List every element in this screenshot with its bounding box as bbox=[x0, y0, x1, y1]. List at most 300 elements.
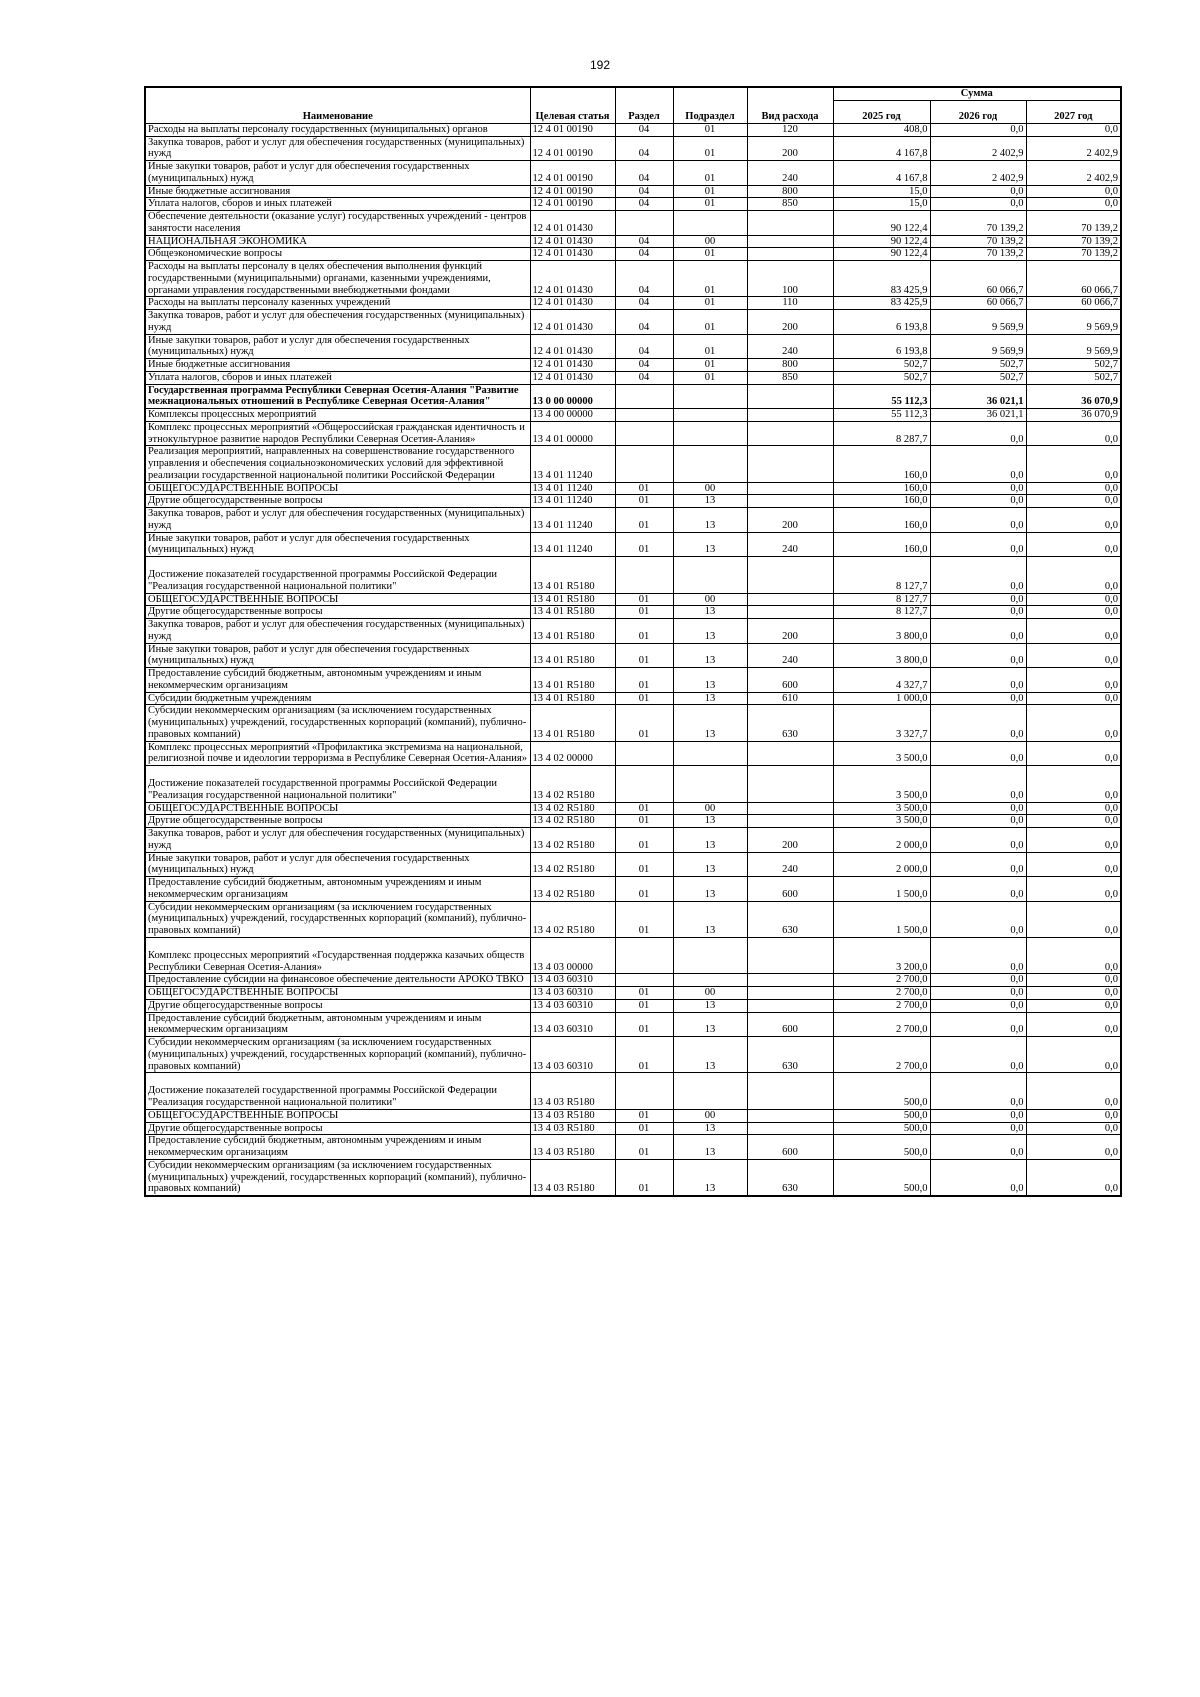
row-sum-2025: 160,0 bbox=[833, 482, 930, 495]
row-subsection: 13 bbox=[673, 692, 747, 705]
row-sum-2027: 0,0 bbox=[1026, 741, 1121, 766]
row-expense-type: 240 bbox=[747, 532, 833, 557]
table-row bbox=[145, 1012, 1121, 1037]
row-section bbox=[615, 421, 673, 446]
row-sum-2027: 0,0 bbox=[1026, 495, 1121, 508]
row-name: Другие общегосударственные вопросы bbox=[145, 815, 530, 828]
row-name: ОБЩЕГОСУДАРСТВЕННЫЕ ВОПРОСЫ bbox=[145, 987, 530, 1000]
row-subsection: 00 bbox=[673, 482, 747, 495]
row-subsection bbox=[673, 1073, 747, 1110]
row-section: 01 bbox=[615, 1037, 673, 1073]
row-subsection: 13 bbox=[673, 668, 747, 693]
budget-table bbox=[144, 86, 1122, 1197]
table-row bbox=[145, 766, 1121, 803]
row-expense-type: 240 bbox=[747, 643, 833, 668]
row-subsection: 13 bbox=[673, 643, 747, 668]
row-sum-2025: 500,0 bbox=[833, 1109, 930, 1122]
row-expense-type: 850 bbox=[747, 198, 833, 211]
row-section: 01 bbox=[615, 987, 673, 1000]
row-sum-2027: 0,0 bbox=[1026, 185, 1121, 198]
row-target-code: 13 4 01 R5180 bbox=[530, 692, 615, 705]
row-sum-2025: 3 200,0 bbox=[833, 937, 930, 974]
row-sum-2027: 0,0 bbox=[1026, 593, 1121, 606]
row-name: Достижение показателей государственной программы Российской Федерации "Реализация государственной национальной политики" bbox=[145, 766, 530, 803]
row-name: Уплата налогов, сборов и иных платежей bbox=[145, 371, 530, 384]
row-name: Субсидии некоммерческим организациям (за исключением государственных (муниципальных) учреждений, государственных корпораций (компаний), публично-правовых компаний) bbox=[145, 1159, 530, 1196]
row-target-code: 12 4 01 01430 bbox=[530, 261, 615, 297]
row-expense-type bbox=[747, 815, 833, 828]
table-row bbox=[145, 705, 1121, 741]
table-row bbox=[145, 297, 1121, 310]
row-sum-2026: 36 021,1 bbox=[930, 384, 1026, 409]
table-row bbox=[145, 409, 1121, 422]
row-subsection: 13 bbox=[673, 852, 747, 877]
row-name: Субсидии некоммерческим организациям (за исключением государственных (муниципальных) учреждений, государственных корпораций (компаний), публично-правовых компаний) bbox=[145, 901, 530, 937]
row-name: Иные закупки товаров, работ и услуг для обеспечения государственных (муниципальных) нужд bbox=[145, 334, 530, 359]
row-section: 01 bbox=[615, 619, 673, 644]
row-sum-2027: 0,0 bbox=[1026, 482, 1121, 495]
row-name: Комплекс процессных мероприятий «Общероссийская гражданская идентичность и этнокультурное развитие народов Республики Северная Осетия-Алания» bbox=[145, 421, 530, 446]
table-row bbox=[145, 482, 1121, 495]
row-section: 01 bbox=[615, 1135, 673, 1160]
row-expense-type bbox=[747, 593, 833, 606]
row-subsection bbox=[673, 766, 747, 803]
row-sum-2027: 0,0 bbox=[1026, 619, 1121, 644]
row-target-code: 13 4 03 60310 bbox=[530, 974, 615, 987]
row-sum-2027: 502,7 bbox=[1026, 359, 1121, 372]
row-sum-2026: 70 139,2 bbox=[930, 235, 1026, 248]
row-sum-2027: 0,0 bbox=[1026, 1012, 1121, 1037]
table-row bbox=[145, 643, 1121, 668]
row-section: 04 bbox=[615, 185, 673, 198]
table-row bbox=[145, 384, 1121, 409]
row-sum-2027: 70 139,2 bbox=[1026, 235, 1121, 248]
table-row bbox=[145, 185, 1121, 198]
row-target-code: 12 4 01 01430 bbox=[530, 248, 615, 261]
table-row bbox=[145, 235, 1121, 248]
row-subsection: 01 bbox=[673, 161, 747, 186]
row-sum-2027: 2 402,9 bbox=[1026, 161, 1121, 186]
row-target-code: 13 4 01 R5180 bbox=[530, 668, 615, 693]
row-subsection: 01 bbox=[673, 359, 747, 372]
table-row bbox=[145, 901, 1121, 937]
row-target-code: 13 4 01 R5180 bbox=[530, 619, 615, 644]
row-target-code: 13 4 02 R5180 bbox=[530, 766, 615, 803]
row-name: Закупка товаров, работ и услуг для обеспечения государственных (муниципальных) нужд bbox=[145, 310, 530, 335]
row-sum-2026: 0,0 bbox=[930, 815, 1026, 828]
row-sum-2027: 0,0 bbox=[1026, 446, 1121, 482]
row-sum-2027: 0,0 bbox=[1026, 937, 1121, 974]
row-sum-2026: 9 569,9 bbox=[930, 310, 1026, 335]
row-name: ОБЩЕГОСУДАРСТВЕННЫЕ ВОПРОСЫ bbox=[145, 482, 530, 495]
table-row bbox=[145, 987, 1121, 1000]
row-expense-type bbox=[747, 211, 833, 236]
row-sum-2026: 0,0 bbox=[930, 482, 1026, 495]
row-section: 01 bbox=[615, 1109, 673, 1122]
row-sum-2025: 83 425,9 bbox=[833, 261, 930, 297]
row-name: Закупка товаров, работ и услуг для обеспечения государственных (муниципальных) нужд bbox=[145, 828, 530, 853]
row-expense-type bbox=[747, 766, 833, 803]
header-2026: 2026 год bbox=[930, 100, 1026, 123]
row-name: Предоставление субсидий бюджетным, автономным учреждениям и иным некоммерческим организациям bbox=[145, 877, 530, 902]
row-section: 01 bbox=[615, 508, 673, 533]
row-sum-2026: 502,7 bbox=[930, 359, 1026, 372]
row-name: Комплекс процессных мероприятий «Государственная поддержка казачьих обществ Республики Северная Осетия-Алания» bbox=[145, 937, 530, 974]
row-target-code: 12 4 01 00190 bbox=[530, 136, 615, 161]
row-sum-2027: 0,0 bbox=[1026, 901, 1121, 937]
row-name: Предоставление субсидий бюджетным, автономным учреждениям и иным некоммерческим организациям bbox=[145, 1012, 530, 1037]
row-sum-2025: 6 193,8 bbox=[833, 310, 930, 335]
row-sum-2026: 0,0 bbox=[930, 593, 1026, 606]
row-sum-2026: 36 021,1 bbox=[930, 409, 1026, 422]
header-sum: Сумма bbox=[833, 87, 1121, 100]
row-name: Расходы на выплаты персоналу казенных учреждений bbox=[145, 297, 530, 310]
row-sum-2026: 0,0 bbox=[930, 692, 1026, 705]
row-expense-type bbox=[747, 802, 833, 815]
row-sum-2027: 0,0 bbox=[1026, 828, 1121, 853]
row-expense-type bbox=[747, 999, 833, 1012]
row-sum-2025: 500,0 bbox=[833, 1159, 930, 1196]
row-sum-2026: 0,0 bbox=[930, 198, 1026, 211]
row-sum-2026: 0,0 bbox=[930, 1012, 1026, 1037]
table-row bbox=[145, 999, 1121, 1012]
row-sum-2027: 502,7 bbox=[1026, 371, 1121, 384]
table-row bbox=[145, 123, 1121, 136]
row-sum-2027: 0,0 bbox=[1026, 1135, 1121, 1160]
table-row bbox=[145, 1135, 1121, 1160]
row-sum-2027: 0,0 bbox=[1026, 198, 1121, 211]
row-subsection bbox=[673, 384, 747, 409]
header-name: Наименование bbox=[145, 87, 530, 123]
row-sum-2025: 3 327,7 bbox=[833, 705, 930, 741]
row-sum-2026: 2 402,9 bbox=[930, 136, 1026, 161]
row-section: 04 bbox=[615, 359, 673, 372]
row-sum-2026: 0,0 bbox=[930, 557, 1026, 594]
row-name: Субсидии некоммерческим организациям (за исключением государственных (муниципальных) учреждений, государственных корпораций (компаний), публично-правовых компаний) bbox=[145, 705, 530, 741]
row-name: Другие общегосударственные вопросы bbox=[145, 606, 530, 619]
row-expense-type bbox=[747, 495, 833, 508]
row-sum-2027: 36 070,9 bbox=[1026, 409, 1121, 422]
row-sum-2026: 0,0 bbox=[930, 987, 1026, 1000]
row-section: 01 bbox=[615, 495, 673, 508]
row-sum-2027: 0,0 bbox=[1026, 1073, 1121, 1110]
row-subsection: 13 bbox=[673, 1135, 747, 1160]
row-sum-2026: 0,0 bbox=[930, 1159, 1026, 1196]
row-target-code: 13 4 03 R5180 bbox=[530, 1073, 615, 1110]
row-sum-2027: 60 066,7 bbox=[1026, 297, 1121, 310]
row-sum-2027: 60 066,7 bbox=[1026, 261, 1121, 297]
row-subsection: 01 bbox=[673, 297, 747, 310]
row-target-code: 12 4 01 01430 bbox=[530, 235, 615, 248]
table-row bbox=[145, 310, 1121, 335]
row-section: 01 bbox=[615, 828, 673, 853]
row-target-code: 13 4 02 R5180 bbox=[530, 802, 615, 815]
row-target-code: 13 0 00 00000 bbox=[530, 384, 615, 409]
header-expense-type: Вид расхода bbox=[747, 87, 833, 123]
row-sum-2025: 160,0 bbox=[833, 495, 930, 508]
row-subsection: 00 bbox=[673, 802, 747, 815]
row-subsection bbox=[673, 741, 747, 766]
row-subsection bbox=[673, 421, 747, 446]
row-name: НАЦИОНАЛЬНАЯ ЭКОНОМИКА bbox=[145, 235, 530, 248]
row-name: Предоставление субсидий бюджетным, автономным учреждениям и иным некоммерческим организациям bbox=[145, 1135, 530, 1160]
row-section: 04 bbox=[615, 310, 673, 335]
row-section: 04 bbox=[615, 235, 673, 248]
row-subsection: 13 bbox=[673, 606, 747, 619]
row-section bbox=[615, 211, 673, 236]
table-row bbox=[145, 1122, 1121, 1135]
table-row bbox=[145, 359, 1121, 372]
row-target-code: 12 4 01 01430 bbox=[530, 310, 615, 335]
row-name: Предоставление субсидии на финансовое обеспечение деятельности АРОКО ТВКО bbox=[145, 974, 530, 987]
row-target-code: 13 4 02 R5180 bbox=[530, 852, 615, 877]
row-subsection: 01 bbox=[673, 261, 747, 297]
row-name: Государственная программа Республики Северная Осетия-Алания "Развитие межнациональных отношений в Республике Северная Осетия-Алания" bbox=[145, 384, 530, 409]
row-sum-2025: 2 000,0 bbox=[833, 852, 930, 877]
row-expense-type: 600 bbox=[747, 1012, 833, 1037]
table-row bbox=[145, 508, 1121, 533]
header-section: Раздел bbox=[615, 87, 673, 123]
row-expense-type: 200 bbox=[747, 310, 833, 335]
row-section bbox=[615, 937, 673, 974]
row-sum-2026: 0,0 bbox=[930, 937, 1026, 974]
row-name: ОБЩЕГОСУДАРСТВЕННЫЕ ВОПРОСЫ bbox=[145, 802, 530, 815]
row-sum-2025: 3 500,0 bbox=[833, 815, 930, 828]
row-expense-type: 120 bbox=[747, 123, 833, 136]
row-expense-type bbox=[747, 1109, 833, 1122]
table-row bbox=[145, 974, 1121, 987]
row-sum-2025: 90 122,4 bbox=[833, 248, 930, 261]
row-sum-2027: 0,0 bbox=[1026, 766, 1121, 803]
row-target-code: 13 4 01 R5180 bbox=[530, 557, 615, 594]
row-expense-type: 100 bbox=[747, 261, 833, 297]
row-section bbox=[615, 1073, 673, 1110]
row-sum-2026: 0,0 bbox=[930, 1122, 1026, 1135]
row-section: 01 bbox=[615, 643, 673, 668]
row-name: Субсидии некоммерческим организациям (за исключением государственных (муниципальных) учреждений, государственных корпораций (компаний), публично-правовых компаний) bbox=[145, 1037, 530, 1073]
row-sum-2026: 60 066,7 bbox=[930, 297, 1026, 310]
row-expense-type bbox=[747, 557, 833, 594]
row-subsection: 01 bbox=[673, 334, 747, 359]
row-expense-type: 240 bbox=[747, 161, 833, 186]
row-expense-type: 200 bbox=[747, 136, 833, 161]
table-row bbox=[145, 593, 1121, 606]
row-sum-2025: 3 800,0 bbox=[833, 643, 930, 668]
row-sum-2026: 0,0 bbox=[930, 1135, 1026, 1160]
row-section: 01 bbox=[615, 999, 673, 1012]
row-sum-2027: 9 569,9 bbox=[1026, 310, 1121, 335]
row-sum-2027: 70 139,2 bbox=[1026, 248, 1121, 261]
row-target-code: 12 4 01 01430 bbox=[530, 371, 615, 384]
row-target-code: 13 4 01 11240 bbox=[530, 482, 615, 495]
row-target-code: 13 4 03 R5180 bbox=[530, 1122, 615, 1135]
row-expense-type bbox=[747, 741, 833, 766]
row-expense-type: 850 bbox=[747, 371, 833, 384]
row-sum-2025: 90 122,4 bbox=[833, 211, 930, 236]
row-target-code: 12 4 01 00190 bbox=[530, 161, 615, 186]
row-sum-2026: 0,0 bbox=[930, 766, 1026, 803]
row-sum-2026: 0,0 bbox=[930, 852, 1026, 877]
row-sum-2025: 15,0 bbox=[833, 185, 930, 198]
row-sum-2026: 70 139,2 bbox=[930, 211, 1026, 236]
row-sum-2026: 0,0 bbox=[930, 508, 1026, 533]
row-subsection bbox=[673, 937, 747, 974]
row-target-code: 13 4 01 11240 bbox=[530, 495, 615, 508]
row-sum-2026: 0,0 bbox=[930, 974, 1026, 987]
row-section: 04 bbox=[615, 334, 673, 359]
row-subsection: 01 bbox=[673, 123, 747, 136]
row-subsection: 01 bbox=[673, 185, 747, 198]
row-section: 04 bbox=[615, 136, 673, 161]
row-subsection: 13 bbox=[673, 877, 747, 902]
row-target-code: 12 4 01 01430 bbox=[530, 297, 615, 310]
row-section bbox=[615, 384, 673, 409]
row-sum-2026: 0,0 bbox=[930, 741, 1026, 766]
row-sum-2026: 60 066,7 bbox=[930, 261, 1026, 297]
page-number: 192 bbox=[589, 58, 611, 72]
row-section: 01 bbox=[615, 852, 673, 877]
row-expense-type bbox=[747, 248, 833, 261]
row-sum-2025: 500,0 bbox=[833, 1073, 930, 1110]
row-sum-2027: 36 070,9 bbox=[1026, 384, 1121, 409]
row-sum-2025: 4 327,7 bbox=[833, 668, 930, 693]
table-row bbox=[145, 1073, 1121, 1110]
table-row bbox=[145, 877, 1121, 902]
row-sum-2026: 0,0 bbox=[930, 877, 1026, 902]
row-name: Уплата налогов, сборов и иных платежей bbox=[145, 198, 530, 211]
row-expense-type: 600 bbox=[747, 877, 833, 902]
row-name: Расходы на выплаты персоналу в целях обеспечения выполнения функций государственными (муниципальными) органами, казенными учреждениями, органами управления государственными внебюджетными фондами bbox=[145, 261, 530, 297]
row-expense-type: 200 bbox=[747, 828, 833, 853]
row-subsection: 01 bbox=[673, 136, 747, 161]
row-sum-2026: 0,0 bbox=[930, 828, 1026, 853]
row-sum-2026: 0,0 bbox=[930, 1073, 1026, 1110]
row-sum-2027: 0,0 bbox=[1026, 1037, 1121, 1073]
table-row bbox=[145, 136, 1121, 161]
row-section: 01 bbox=[615, 692, 673, 705]
row-section: 01 bbox=[615, 705, 673, 741]
row-sum-2025: 502,7 bbox=[833, 359, 930, 372]
row-target-code: 13 4 00 00000 bbox=[530, 409, 615, 422]
table-row bbox=[145, 532, 1121, 557]
row-name: Расходы на выплаты персоналу государственных (муниципальных) органов bbox=[145, 123, 530, 136]
row-target-code: 13 4 03 60310 bbox=[530, 987, 615, 1000]
row-sum-2025: 3 800,0 bbox=[833, 619, 930, 644]
table-row bbox=[145, 937, 1121, 974]
row-sum-2025: 8 127,7 bbox=[833, 557, 930, 594]
row-sum-2026: 0,0 bbox=[930, 532, 1026, 557]
row-expense-type: 240 bbox=[747, 852, 833, 877]
row-expense-type: 600 bbox=[747, 1135, 833, 1160]
row-name: Другие общегосударственные вопросы bbox=[145, 1122, 530, 1135]
row-subsection: 01 bbox=[673, 371, 747, 384]
row-section: 01 bbox=[615, 815, 673, 828]
row-subsection: 00 bbox=[673, 235, 747, 248]
row-section: 04 bbox=[615, 198, 673, 211]
row-expense-type bbox=[747, 937, 833, 974]
table-row bbox=[145, 371, 1121, 384]
row-sum-2025: 502,7 bbox=[833, 371, 930, 384]
row-name: Субсидии бюджетным учреждениям bbox=[145, 692, 530, 705]
row-expense-type bbox=[747, 235, 833, 248]
table-row bbox=[145, 198, 1121, 211]
row-expense-type bbox=[747, 446, 833, 482]
row-sum-2027: 0,0 bbox=[1026, 668, 1121, 693]
row-sum-2025: 2 700,0 bbox=[833, 974, 930, 987]
row-sum-2025: 2 700,0 bbox=[833, 999, 930, 1012]
table-row bbox=[145, 1037, 1121, 1073]
table-row bbox=[145, 692, 1121, 705]
row-sum-2025: 2 700,0 bbox=[833, 1012, 930, 1037]
row-sum-2027: 0,0 bbox=[1026, 532, 1121, 557]
row-target-code: 13 4 01 11240 bbox=[530, 508, 615, 533]
row-target-code: 13 4 03 60310 bbox=[530, 1037, 615, 1073]
header-2027: 2027 год bbox=[1026, 100, 1121, 123]
row-expense-type bbox=[747, 987, 833, 1000]
table-row bbox=[145, 802, 1121, 815]
row-expense-type: 200 bbox=[747, 619, 833, 644]
row-name: ОБЩЕГОСУДАРСТВЕННЫЕ ВОПРОСЫ bbox=[145, 593, 530, 606]
row-target-code: 13 4 01 11240 bbox=[530, 532, 615, 557]
row-sum-2025: 15,0 bbox=[833, 198, 930, 211]
row-subsection: 00 bbox=[673, 1109, 747, 1122]
row-target-code: 13 4 03 R5180 bbox=[530, 1109, 615, 1122]
row-name: Иные бюджетные ассигнования bbox=[145, 185, 530, 198]
row-name: Обеспечение деятельности (оказание услуг) государственных учреждений - центров занятости населения bbox=[145, 211, 530, 236]
row-name: Предоставление субсидий бюджетным, автономным учреждениям и иным некоммерческим организациям bbox=[145, 668, 530, 693]
row-subsection: 13 bbox=[673, 1012, 747, 1037]
row-subsection: 13 bbox=[673, 999, 747, 1012]
row-sum-2026: 2 402,9 bbox=[930, 161, 1026, 186]
row-sum-2025: 160,0 bbox=[833, 446, 930, 482]
row-sum-2027: 0,0 bbox=[1026, 421, 1121, 446]
row-sum-2026: 0,0 bbox=[930, 643, 1026, 668]
row-sum-2025: 8 127,7 bbox=[833, 593, 930, 606]
row-subsection: 13 bbox=[673, 901, 747, 937]
row-section bbox=[615, 409, 673, 422]
row-expense-type bbox=[747, 974, 833, 987]
row-target-code: 13 4 01 R5180 bbox=[530, 643, 615, 668]
row-sum-2027: 0,0 bbox=[1026, 802, 1121, 815]
table-row bbox=[145, 1159, 1121, 1196]
row-section bbox=[615, 766, 673, 803]
row-sum-2025: 3 500,0 bbox=[833, 802, 930, 815]
row-target-code: 13 4 02 R5180 bbox=[530, 901, 615, 937]
row-subsection: 00 bbox=[673, 987, 747, 1000]
table-row bbox=[145, 421, 1121, 446]
row-subsection: 01 bbox=[673, 198, 747, 211]
row-sum-2026: 0,0 bbox=[930, 495, 1026, 508]
row-section: 01 bbox=[615, 606, 673, 619]
table-row bbox=[145, 606, 1121, 619]
table-row bbox=[145, 261, 1121, 297]
row-target-code: 13 4 02 R5180 bbox=[530, 877, 615, 902]
header-2025: 2025 год bbox=[833, 100, 930, 123]
row-sum-2027: 0,0 bbox=[1026, 852, 1121, 877]
row-name: Достижение показателей государственной программы Российской Федерации "Реализация государственной национальной политики" bbox=[145, 557, 530, 594]
row-sum-2025: 90 122,4 bbox=[833, 235, 930, 248]
row-section: 04 bbox=[615, 297, 673, 310]
row-subsection bbox=[673, 211, 747, 236]
row-subsection: 13 bbox=[673, 1159, 747, 1196]
row-sum-2026: 0,0 bbox=[930, 802, 1026, 815]
row-sum-2026: 0,0 bbox=[930, 619, 1026, 644]
row-target-code: 13 4 02 R5180 bbox=[530, 815, 615, 828]
row-name: Закупка товаров, работ и услуг для обеспечения государственных (муниципальных) нужд bbox=[145, 136, 530, 161]
row-target-code: 12 4 01 01430 bbox=[530, 359, 615, 372]
row-sum-2025: 4 167,8 bbox=[833, 136, 930, 161]
table-body bbox=[145, 123, 1121, 1196]
